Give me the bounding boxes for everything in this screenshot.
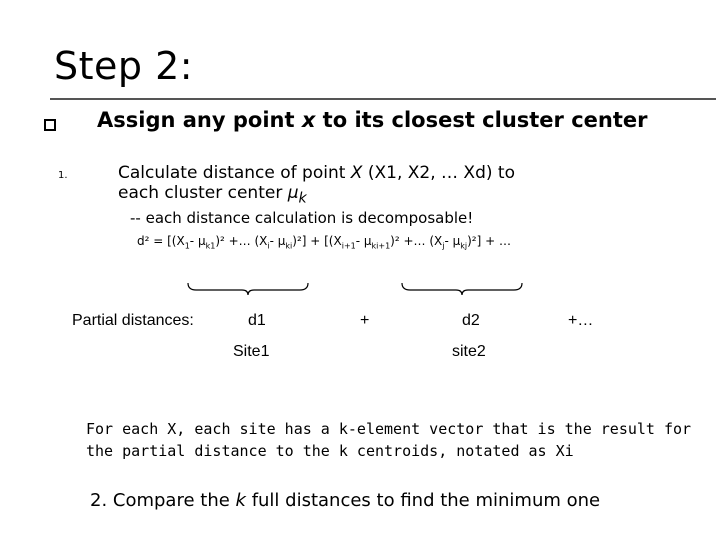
site1-label: Site1	[233, 343, 270, 360]
numbered-item-line1: Calculate distance of point X (X1, X2, … Xd) to	[118, 163, 515, 183]
brace-left-icon	[186, 280, 310, 296]
explanation-text: For each X, each site has a k-element vector that is the result for the partial distance to the k centroids, notated as Xi	[86, 420, 692, 460]
d1-label: d1	[248, 312, 266, 329]
main-bullet: Assign any point x to its closest cluster center	[97, 108, 648, 132]
numbered-item-line2: each cluster center $\mu_k$	[118, 183, 307, 207]
numbered-item-text	[118, 163, 515, 208]
title-divider	[50, 98, 716, 100]
list-number: 1.	[58, 170, 68, 181]
slide-title: Step 2:	[54, 44, 194, 88]
distance-formula: $d^2 = [(X_1-$ $\mu_{k1})^2$ +… ($X_i-$ $\mu_{ki})^2] + [(X_{i+1}-$ $\mu_{ki+1})^2$ +… ($X_j-$ $\mu_{kj})^2$] + …	[137, 234, 511, 251]
plus-more: +…	[568, 312, 594, 329]
plus-sign: +	[360, 312, 370, 329]
partial-distances-label: Partial distances:	[72, 312, 194, 329]
brace-right-icon	[400, 280, 524, 296]
square-bullet-icon	[44, 119, 56, 131]
step2-text: 2. Compare the k full distances to find the minimum one	[90, 490, 601, 511]
d2-label: d2	[462, 312, 480, 329]
site2-label: site2	[452, 343, 486, 360]
decomposable-note: -- each distance calculation is decomposable!	[130, 209, 474, 227]
